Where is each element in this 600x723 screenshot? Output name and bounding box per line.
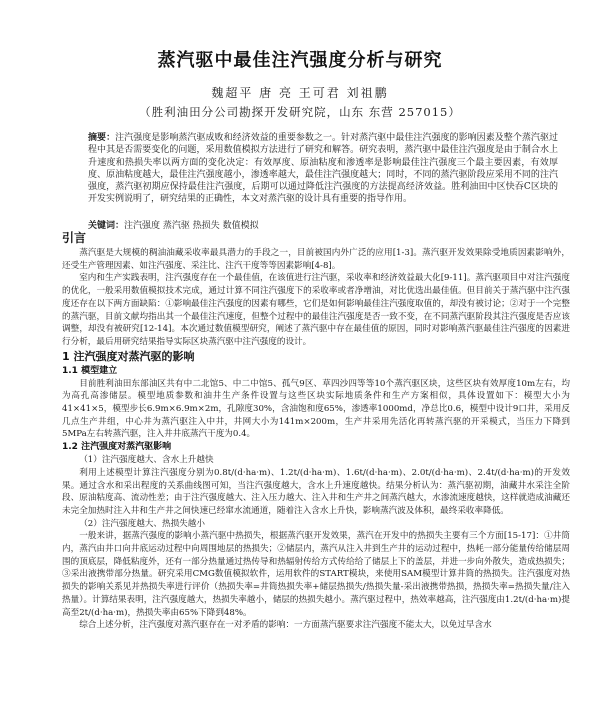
- item-1-heading: （1）注汽强度越大、含水上升越快: [79, 455, 214, 466]
- section-1-1-paragraph: 目前胜利油田东部油区共有中二北馆5、中二中馆5、孤气9区、草四沙四等等10个蒸汽驱区块，这些区块有效厚度10m左右，均为高孔高渗储层。模型地质参数和油井生产条件设置与这些区块实际地质条件和生产方案相似，具体设置如下：模型大小为41×41×5，模型步长6.9m×6.9m×2m，孔隙度30%，含油饱和度65%，渗透率1000md，净总比0.6，模型中设计9口井，采用反几点生产井组，中心井为蒸汽驱注入中井，井网大小为141m×200m，生产井采用先活化再转蒸汽驱的开采模式，当压力下降到5MPa左右转蒸汽驱，注入井井底蒸汽干度为0.4。: [62, 378, 570, 440]
- intro-heading: 引言: [62, 231, 87, 245]
- item-2-heading: （2）注汽强度越大、热损失越小: [79, 518, 205, 529]
- keywords-label: 关键词：: [88, 221, 125, 231]
- item-2-paragraph: 一般来讲，据蒸汽强度的影响小蒸汽驱中热损失，根据蒸汽驱开发效果，蒸汽在开发中的热损失主要有三个方面[15-17]：①井筒内，蒸汽由井口向井底运动过程中向周围地层的热损失；②储层内，蒸汽从注入井到生产井的运动过程中，热耗一部分能量传给储层周围的顶底层，降低粘度外，还有一部分热量通过热传导和热辐射传给方式传给给了储层上下的盖层，并进一步向外散失，造成热损失；③采出液携带部分热量。研究采用CMG数值模拟软件，运用软件的START模块，来使用SAM模型计算井筒的热损失。注汽强度对热损失的影响关系见并热损失率进行评价（热损失率=井筒热损失率+储层热损失/热损失量-采出液携带热损，热损失率=热损失量/注入热量）。计算结果表明，注汽强度越大，热损失率越小，储层的热损失越小。蒸汽驱过程中，热效率越高，注汽强度由1.2t/(d·ha·m)提高至2t/(d·ha·m)，热损失率由65%下降到48%。: [62, 531, 570, 618]
- paper-title: 蒸汽驱中最佳注汽强度分析与研究: [157, 50, 443, 71]
- author-affiliation: （胜利油田分公司勘探开发研究院，山东 东营 257015）: [139, 105, 461, 119]
- intro-paragraph-2: 室内和生产实践表明，注汽强度存在一个最佳值，在该值进行注汽驱，采收率和经济效益最大化[9-11]。蒸汽驱项目中对注汽强度的优化，一般采用数值模拟技术完成，通过计算不同注汽强度下的采收率或者净增油，对比优选出最佳值。但目前关于蒸汽驱中注汽强度还存在以下两方面缺陷：①影响最佳注汽强度的因素有哪些，它们是如何影响最佳注汽强度取值的，却没有被讨论；②对于一个完整的蒸汽驱，目前文献均指出其一个最佳注汽速度，但整个过程中的最佳注汽强度是否一致不变，在不同蒸汽驱阶段其注汽强度是否应该调整，却没有被研究[12-14]。本次通过数值模型研究，阐述了蒸汽驱中存在最佳值的原因，同时对影响蒸汽驱最佳注汽强度的因素进行分析，最后用研究结果指导实际区块蒸汽驱中注汽强度的设计。: [62, 273, 570, 347]
- author-list: 魏超平 唐 亮 王可君 刘祖鹏: [211, 86, 389, 100]
- section-1-1-heading: 1.1 模型建立: [62, 365, 118, 376]
- section-1-heading: 1 注汽强度对蒸汽驱的影响: [62, 349, 195, 363]
- keywords-text: 注汽强度 蒸汽驱 热损失 数值模拟: [124, 221, 259, 231]
- intro-paragraph-1: 蒸汽驱是大规模的稠油油藏采收率最具潜力的手段之一，目前被国内外广泛的应用[1-3]。蒸汽驱开发效果除受地质因素影响外，还受生产管理因素、如注汽强度、采注比、注汽干度等等因素影响[4-8]。: [62, 248, 570, 271]
- abstract-label: 摘要：: [88, 133, 116, 143]
- abstract-text: 注汽强度是影响蒸汽驱成败和经济效益的重要参数之一。针对蒸汽驱中最佳注汽强度的影响因素及整个蒸汽驱过程中其是否需要变化的问题，采用数值模拟方法进行了研究和解答。研究表明，蒸汽驱中最佳注汽强度是由于制合水上升速度和热损失率以两方面的变化决定：有效厚度、原油粘度和渗透率是影响最佳注汽强度三个最主要因素，有效厚度、原油粘度越大，最佳注汽强度越小，渗透率越大，最佳注汽强度越大；同时，不同的蒸汽驱阶段应采用不同的注汽强度，蒸汽驱初期应保持最佳注汽强度，后期可以通过降低注汽强度的方法提高经济效益。胜利油田中区快吞C区块的开发实例说明了，研究结果的正确性，本文对蒸汽驱的设计具有重要的指导作用。: [88, 133, 558, 205]
- section-1-2-heading: 1.2 注汽强度对蒸汽驱影响: [62, 442, 172, 453]
- paper-body: [62, 230, 570, 632]
- abstract: [88, 132, 558, 206]
- closing-paragraph: 综合上述分析，注汽强度对蒸汽驱存在一对矛盾的影响：一方面蒸汽驱要求注汽强度不能太大，以免过早含水: [79, 620, 492, 631]
- item-1-paragraph: 利用上述模型计算注汽强度分别为0.8t/(d·ha·m)、1.2t/(d·ha·m)、1.6t/(d·ha·m)、2.0t/(d·ha·m)、2.4t/(d·ha·m)的开发效果。通过含水和采出程度的关系曲线图可知，当注汽强度越大，含水上升速度越快。结果分析认为：蒸汽驱初期，油藏井水采注全阶段、原油粘度高、流动性差；由于注汽强度越大、注入压力越大、注入井和生产井之间蒸汽越大，水渗流速度越快，这样就造成油藏还未完全加热时注入井和生产井之间快速已经窜水流通道，随着注入含水上升快，影响蒸汽波及体积，最终采收率降低。: [62, 467, 570, 516]
